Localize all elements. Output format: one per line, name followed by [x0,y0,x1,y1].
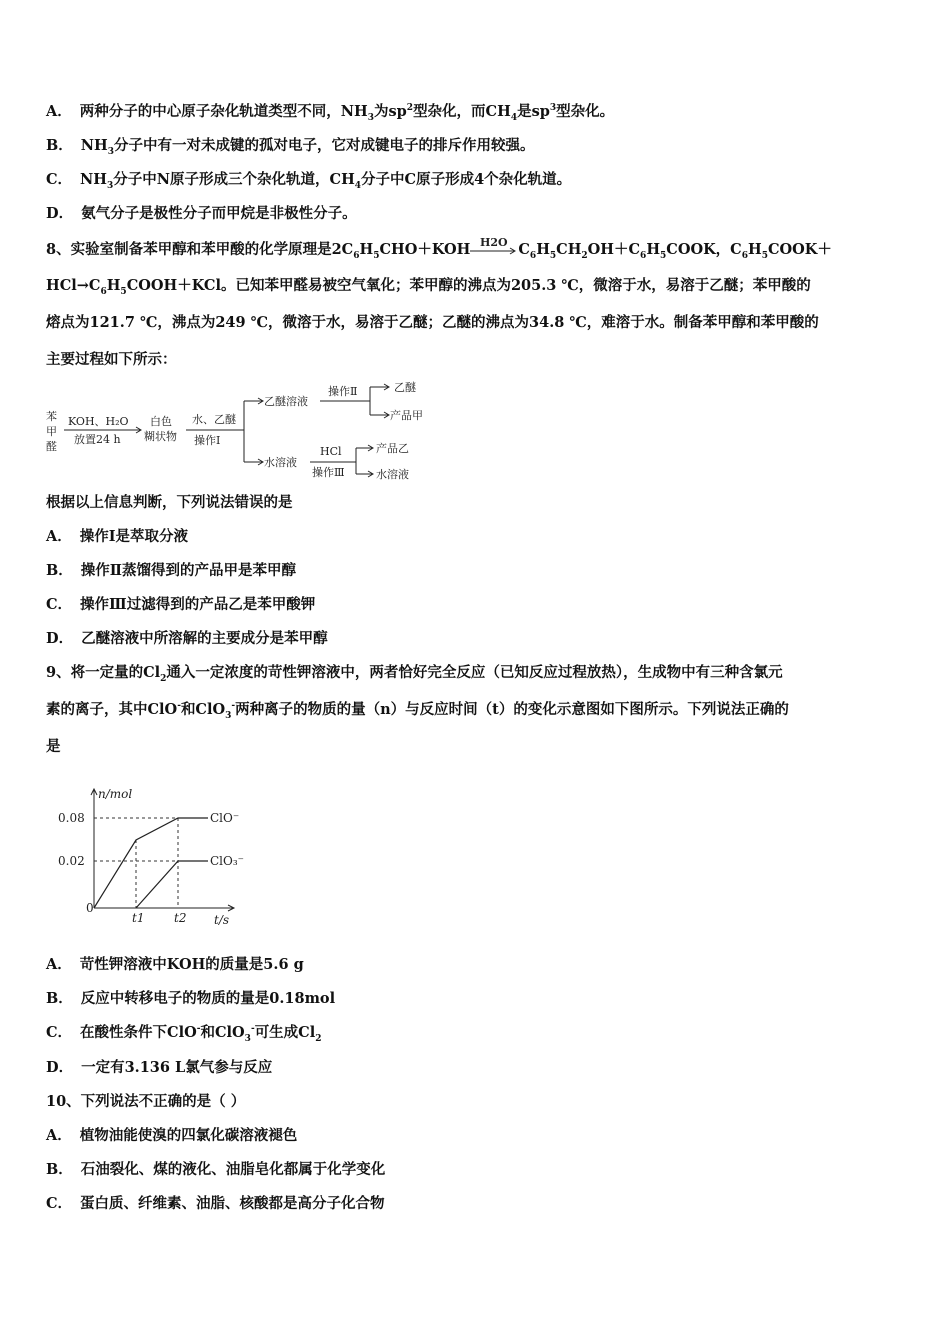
flow-inter-2: 糊状物 [144,430,177,443]
flow-op3: 操作Ⅲ [312,466,345,479]
flow-step2-bottom: 操作Ⅰ [194,434,221,447]
q9-chart [56,784,256,930]
series-clo-label: ClO⁻ [210,811,240,825]
process-flow-diagram [44,378,464,486]
origin-label: 0 [86,901,94,915]
q8-stem-line-4: 主要过程如下所示： [46,351,177,368]
option-letter: B． [46,137,73,154]
flow-start-2: 甲 [46,425,57,438]
flow-ether-solution: 乙醚溶液 [264,395,308,408]
option-letter: C． [46,171,73,188]
option-letter: A． [46,103,72,120]
flow-start-3: 醛 [46,440,57,453]
q9-option-b: B． 反应中转移电子的物质的量是0.18mol [46,990,336,1007]
flow-inter-1: 白色 [150,415,172,428]
flow-product-b: 产品乙 [376,442,409,455]
x-tick-label-t1: t1 [132,911,145,925]
arrow-label: H2O [480,238,509,249]
series-clo-line [94,818,208,908]
q7-option-d: D． 氨气分子是极性分子而甲烷是非极性分子。 [46,205,357,222]
q9-option-d: D． 一定有3.136 L氯气参与反应 [46,1059,273,1076]
q9-option-a: A． 苛性钾溶液中KOH的质量是5.6 g [46,956,304,973]
q8-option-a: A． 操作Ⅰ是萃取分液 [46,528,189,545]
q7-option-a: A． 两种分子的中心原子杂化轨道类型不同，$NH_3$为$sp^2$型杂化，而$CH_4$是$sp^3$型杂化。 [46,103,615,123]
flow-step1-bottom: 放置24 h [74,433,121,446]
q7-option-c: C． $NH_3$分子中N原子形成三个杂化轨道，$CH_4$分子中C原子形成4个杂化轨道。 [46,171,572,191]
q10-option-b: B． 石油裂化、煤的液化、油脂皂化都属于化学变化 [46,1161,386,1178]
series-clo3-line [136,861,208,908]
x-tick-label-t2: t2 [174,911,187,925]
q8-question: 根据以上信息判断，下列说法错误的是 [46,494,293,511]
flow-step1-top: KOH、H₂O [68,415,129,428]
q10-option-a: A． 植物油能使溴的四氯化碳溶液褪色 [46,1127,298,1144]
y-axis-label: n/mol [98,787,133,801]
q8-stem-line-2: $HCl\to C_6H_5COOH+KCl$。已知苯甲醛易被空气氧化；苯甲醇的沸点为205.3 ℃，微溶于水，易溶于乙醚；苯甲酸的 [46,277,811,297]
option-letter: D． [46,205,74,222]
q8-option-b: B． 操作Ⅱ蒸馏得到的产品甲是苯甲醇 [46,562,296,579]
q10-stem: 10、下列说法不正确的是（ ） [46,1093,246,1110]
flow-water-solution: 水溶液 [264,456,297,469]
reaction-arrow [470,238,518,256]
q7-option-b: B． $NH_3$分子中有一对未成键的孤对电子，它对成键电子的排斥作用较强。 [46,137,535,157]
flow-hcl: HCl [320,445,342,458]
y-tick-label-low: 0.02 [58,854,85,868]
q10-option-c: C． 蛋白质、纤维素、油脂、核酸都是高分子化合物 [46,1195,385,1212]
q9-stem-line-1: 9、将一定量的$Cl_2$通入一定浓度的苛性钾溶液中，两者恰好完全反应（已知反应过程放热），生成物中有三种含氯元 [46,664,783,684]
q9-option-c: C． 在酸性条件下ClO-和ClO$_3$-可生成$Cl_2$ [46,1024,322,1044]
q9-stem-line-2: 素的离子，其中ClO-和ClO$_3$-两种离子的物质的量（n）与反应时间（t）的变化示意图如下图所示。下列说法正确的 [46,701,789,721]
flow-start-1: 苯 [46,410,57,423]
q8-option-d: D． 乙醚溶液中所溶解的主要成分是苯甲醇 [46,630,328,647]
flow-op2: 操作Ⅱ [328,385,358,398]
q9-stem-line-3: 是 [46,738,61,755]
q8-stem-line-1: 8、实验室制备苯甲醇和苯甲酸的化学原理是$2C_6H_5CHO+KOH$ H2O $C_6H_5CH_2OH+C_6H_5COOK$，$C_6H_5COOK+$ [46,238,832,261]
series-clo3-label: ClO₃⁻ [210,854,245,868]
q8-stem-line-3: 熔点为121.7 ℃，沸点为249 ℃，微溶于水，易溶于乙醚；乙醚的沸点为34.8 ℃，难溶于水。制备苯甲醇和苯甲酸的 [46,314,819,331]
q8-option-c: C． 操作Ⅲ过滤得到的产品乙是苯甲酸钾 [46,596,316,613]
flow-step2-top: 水、乙醚 [192,413,236,426]
flow-water-solution-2: 水溶液 [376,468,409,481]
x-axis-label: t/s [214,913,230,927]
flow-ether: 乙醚 [394,381,416,394]
flow-product-a: 产品甲 [390,409,423,422]
y-tick-label-high: 0.08 [58,811,85,825]
